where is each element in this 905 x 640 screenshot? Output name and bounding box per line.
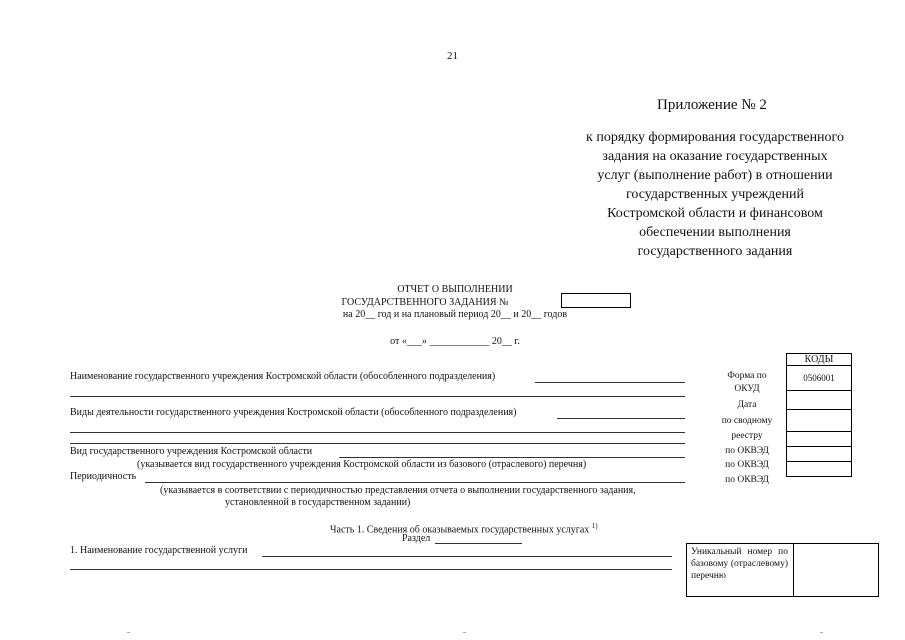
okud-code[interactable]: 0506001 [787,366,852,391]
activity-types-label: Виды деятельности государственного учреждения Костромской области (обособленного подразделения) [70,407,517,418]
service-name-input-line2[interactable] [70,569,672,570]
codes-header: КОДЫ [787,354,852,366]
report-period: на 20__ год и на плановый период 20__ и 20__ годов [342,309,568,320]
service-name-label: 1. Наименование государственной услуги [70,545,248,556]
institution-name-label: Наименование государственного учреждения Костромской области (обособленного подразделения) [70,371,496,382]
institution-name-input[interactable] [535,382,685,383]
unique-number-box [686,543,879,597]
code-label: Форма по [727,371,767,381]
okved-code-1[interactable] [787,432,852,447]
scan-mark [820,632,823,633]
appendix-line: услуг (выполнение работ) в отношении [597,168,833,183]
code-label: Дата [737,400,757,410]
code-label: по сводному [721,416,773,426]
institution-type-input[interactable] [339,457,685,458]
code-label: реестру [731,431,763,441]
activity-types-input[interactable] [557,418,685,419]
code-label: по ОКВЭД [725,475,769,485]
institution-type-hint: (указывается вид государственного учреждения Костромской области из базового (отраслевого) перечня) [137,459,587,470]
okved-code-3[interactable] [787,462,852,477]
report-date: от «___» ____________ 20__ г. [390,336,520,347]
report-title-line1: ОТЧЕТ О ВЫПОЛНЕНИИ [397,284,513,295]
periodicity-hint-1: (указывается в соответствии с периодичностью представления отчета о выполнении государственного задания, [160,485,636,496]
okved-code-2[interactable] [787,447,852,462]
scan-mark [463,632,466,633]
appendix-line: задания на оказание государственных [602,149,828,164]
periodicity-input[interactable] [145,482,685,483]
part1-title-text: Часть 1. Сведения об оказываемых государственных услугах [330,524,590,536]
date-code[interactable] [787,391,852,410]
code-label: по ОКВЭД [725,460,769,470]
part1-footnote: 1) [591,522,598,530]
appendix-line: к порядку формирования государственного [586,130,844,145]
code-label: по ОКВЭД [725,446,769,456]
unique-number-label: Уникальный номер по базовому (отраслевому) перечню [691,547,788,581]
institution-type-label: Вид государственного учреждения Костромской области [70,446,313,457]
registry-code[interactable] [787,410,852,432]
appendix-line: Костромской области и финансовом [607,206,823,221]
appendix-title: Приложение № 2 [657,97,767,113]
scan-mark [127,632,130,633]
section-input[interactable] [435,543,522,544]
part1-title [330,520,598,536]
code-label: ОКУД [734,384,760,394]
appendix-line: обеспечении выполнения [639,225,791,240]
appendix-body [555,128,875,261]
appendix-line: государственного задания [637,244,793,259]
periodicity-hint-2: установленной в государственном задании) [225,497,411,508]
activity-types-input-line2[interactable] [70,432,685,433]
institution-type-upper-line [70,443,685,444]
appendix-line: государственных учреждений [626,187,804,202]
page-number: 21 [447,50,458,62]
institution-name-input-line2[interactable] [70,396,685,397]
report-title-line2: ГОСУДАРСТВЕННОГО ЗАДАНИЯ № [341,297,509,308]
section-label: Раздел [402,533,431,544]
periodicity-label: Периодичность [70,471,137,482]
service-name-input[interactable] [262,556,672,557]
unique-number-divider [793,544,794,596]
report-number-field[interactable] [561,293,631,308]
codes-table [786,353,852,477]
